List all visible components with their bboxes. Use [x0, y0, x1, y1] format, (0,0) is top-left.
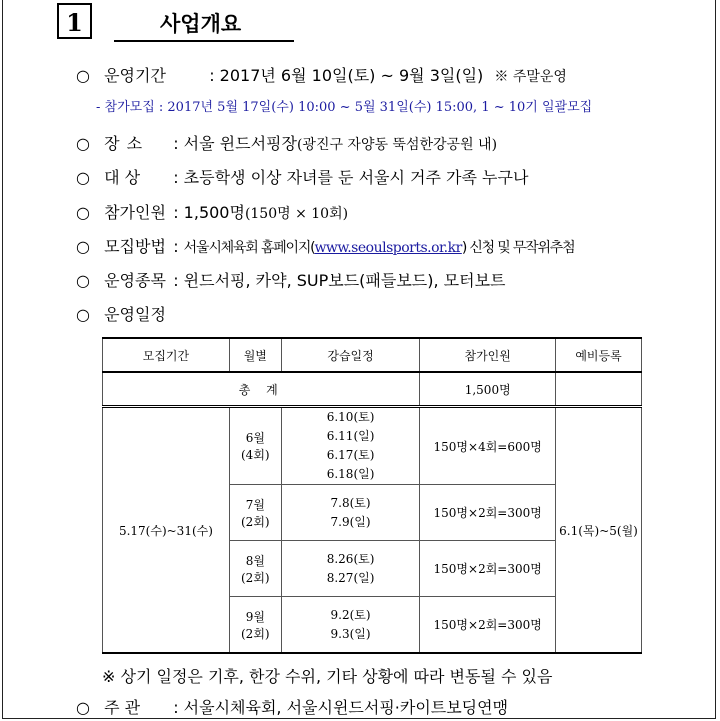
schedule-change-note: ※ 상기 일정은 기후, 한강 수위, 기타 상황에 따라 변동될 수 있음 — [102, 667, 553, 686]
total-row — [103, 372, 642, 407]
people-cell: 150명×2회=300명 — [420, 485, 556, 541]
circle-bullet-icon: ○ — [76, 168, 90, 187]
people-cell: 150명×4회=600명 — [420, 407, 556, 485]
section-title: 사업개요 — [160, 12, 242, 36]
location-note: (광진구 자양동 뚝섬한강공원 내) — [296, 137, 498, 153]
item-location: ○ 장 소 : 서울 윈드서핑장(광진구 자양동 뚝섬한강공원 내) — [76, 134, 498, 153]
item-participants: ○ 참가인원 : 1,500명(150명 × 10회) — [76, 203, 349, 222]
month-cell: 6월 (4회) — [229, 407, 281, 485]
participants-note: (150명 × 10회) — [244, 206, 349, 222]
circle-bullet-icon: ○ — [76, 305, 90, 324]
header-prereg: 예비등록 — [556, 338, 642, 372]
total-label: 총 계 — [103, 372, 420, 407]
recruitment-note: - 참가모집 : 2017년 5월 17일(수) 10:00 ~ 5월 31일(수) 15:00, 1 ~ 10기 일괄모집 — [96, 100, 593, 115]
month-cell: 9월 (2회) — [229, 597, 281, 654]
total-value: 1,500명 — [420, 372, 556, 407]
header-participants: 참가인원 — [420, 338, 556, 372]
item-organizer: ○ 주 관 : 서울시체육회, 서울시윈드서핑·카이트보딩연맹 — [76, 698, 509, 717]
circle-bullet-icon: ○ — [76, 203, 90, 222]
people-cell: 150명×2회=300명 — [420, 597, 556, 654]
people-cell: 150명×2회=300명 — [420, 541, 556, 597]
table-header-row — [103, 338, 642, 372]
month-cell: 8월 (2회) — [229, 541, 281, 597]
circle-bullet-icon: ○ — [76, 698, 90, 717]
section-number: 1 — [57, 3, 92, 39]
month-cell: 7월 (2회) — [229, 485, 281, 541]
recruit-period-cell: 5.17(수)~31(수) — [103, 407, 230, 654]
circle-bullet-icon: ○ — [76, 271, 90, 290]
programs-value: 윈드서핑, 카약, SUP보드(패들보드), 모터보트 — [183, 271, 506, 290]
circle-bullet-icon: ○ — [76, 134, 90, 153]
dates-cell: 8.26(토) 8.27(일) — [281, 541, 420, 597]
title-underline — [114, 40, 294, 42]
operation-period-value: 2017년 6월 10일(토) ~ 9월 3일(일) — [219, 66, 484, 85]
dates-cell: 7.8(토) 7.9(일) — [281, 485, 420, 541]
participants-value: 1,500명 — [183, 203, 245, 222]
dates-cell: 6.10(토) 6.11(일) 6.17(토) 6.18(일) — [281, 407, 420, 485]
circle-bullet-icon: ○ — [76, 237, 90, 256]
organizer-value: 서울시체육회, 서울시윈드서핑·카이트보딩연맹 — [183, 698, 509, 717]
item-schedule: ○ 운영일정 — [76, 305, 166, 324]
location-value: 서울 윈드서핑장 — [183, 134, 297, 153]
operation-period-note: ※ 주말운영 — [494, 69, 567, 85]
header-month: 월별 — [229, 338, 281, 372]
item-operation-period: ○ 운영기간 : 2017년 6월 10일(토) ~ 9월 3일(일) ※ 주말운영 — [76, 66, 567, 85]
header-lesson-schedule: 강습일정 — [281, 338, 420, 372]
item-recruit-method: ○ 모집방법 : 서울시체육회 홈페이지(www.seoulsports.or.kr) 신청 및 무작위추첨 — [76, 237, 575, 256]
circle-bullet-icon: ○ — [76, 66, 90, 85]
header-recruit-period: 모집기간 — [103, 338, 230, 372]
target-value: 초등학생 이상 자녀를 둔 서울시 거주 가족 누구나 — [183, 168, 529, 187]
prereg-cell: 6.1(목)~5(월) — [556, 407, 642, 654]
schedule-table — [102, 337, 642, 654]
table-row — [103, 407, 642, 485]
dates-cell: 9.2(토) 9.3(일) — [281, 597, 420, 654]
item-target: ○ 대 상 : 초등학생 이상 자녀를 둔 서울시 거주 가족 누구나 — [76, 168, 529, 187]
seoulsports-link[interactable]: www.seoulsports.or.kr — [314, 240, 462, 256]
item-programs: ○ 운영종목 : 윈드서핑, 카약, SUP보드(패들보드), 모터보트 — [76, 271, 506, 290]
